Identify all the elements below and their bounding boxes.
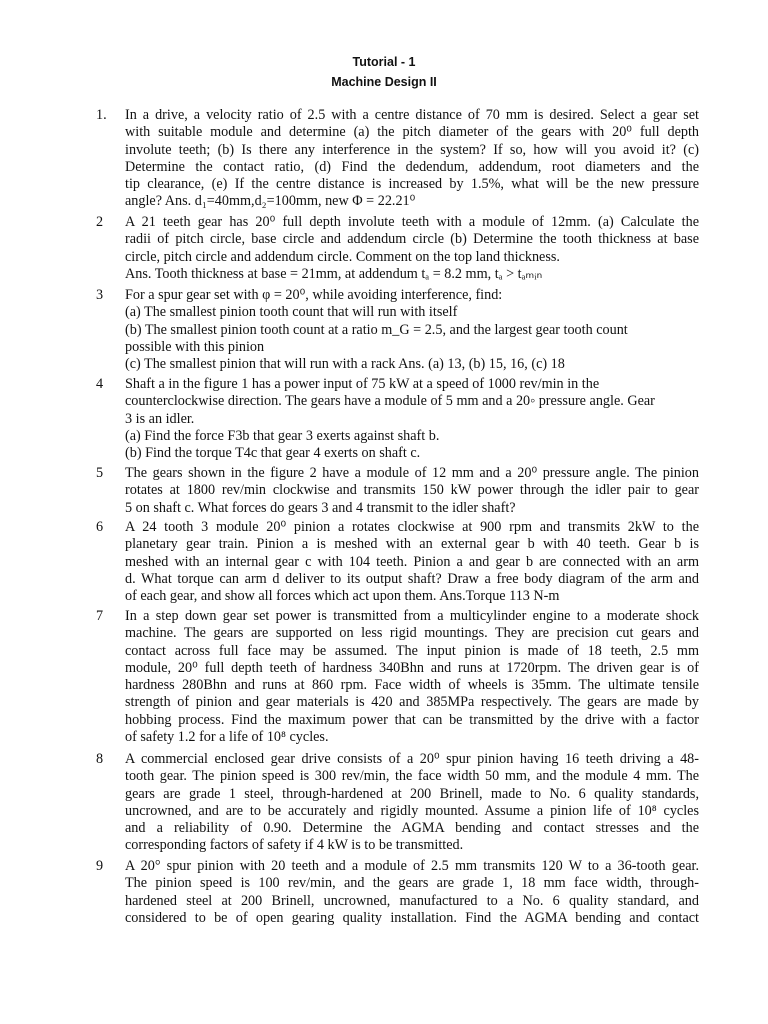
question-line: A 21 teeth gear has 20⁰ full depth involute teeth with a module of 12mm. (a) Calculate the (125, 214, 699, 230)
question-text (125, 608, 699, 746)
question-line: considered to be of open gearing quality installation. Find the AGMA bending and contact (125, 909, 699, 926)
question-line: gears are grade 1 steel, through-hardened at 200 Brinell, made to No. 6 quality standards, (125, 785, 699, 802)
question-number: 1. (96, 107, 107, 123)
question-line: hardened steel at 200 Brinell, uncrowned, manufactured to a No. 6 quality standard, and (125, 892, 699, 909)
question-line: hobbing process. Find the maximum power that can be transmitted by the drive with a factor (125, 711, 699, 728)
question-number: 7 (96, 608, 104, 624)
question-text (125, 376, 699, 462)
question-number: 5 (96, 465, 104, 481)
question-line: (b) Find the torque T4c that gear 4 exerts on shaft c. (125, 445, 421, 462)
question-line: A 24 tooth 3 module 20⁰ pinion a rotates clockwise at 900 rpm and transmits 2kW to the (125, 519, 699, 535)
question-line: Ans. Tooth thickness at base = 21mm, at addendum tₐ = 8.2 mm, tₐ > tₐₘᵢₙ (125, 265, 543, 282)
question-line: In a drive, a velocity ratio of 2.5 with a centre distance of 70 mm is desired. Select a gear set (125, 107, 699, 123)
question-number: 8 (96, 751, 104, 767)
question-line: In a step down gear set power is transmitted from a multicylinder engine to a moderate shock (125, 608, 699, 624)
question-line: tip clearance, (e) If the centre distance is increased by 1.5%, what will be the new pressure (125, 176, 699, 193)
question-text (125, 751, 699, 855)
question-line: of each gear, and show all forces which act upon them. Ans.Torque 113 N-m (125, 588, 560, 605)
question-text (125, 519, 699, 605)
question-text (125, 858, 699, 927)
question-line: (a) The smallest pinion tooth count that will run with itself (125, 304, 458, 321)
question-line: involute teeth; (b) Is there any interference in the system? If so, how will you avoid it? (c) (125, 141, 699, 158)
question-line: counterclockwise direction. The gears have a module of 5 mm and a 20◦ pressure angle. Gear (125, 393, 655, 410)
question-line: hardness 280Bhn and runs at 860 rpm. Face width of wheels is 35mm. The ultimate tensile (125, 677, 699, 694)
question-line: 5 on shaft c. What forces do gears 3 and 4 transmit to the idler shaft? (125, 499, 516, 516)
question-number: 2 (96, 214, 104, 230)
question-line: (c) The smallest pinion that will run with a rack Ans. (a) 13, (b) 15, 16, (c) 18 (125, 356, 565, 373)
question-line: of safety 1.2 for a life of 10⁸ cycles. (125, 729, 329, 746)
question-line: radii of pitch circle, base circle and addendum circle (b) Determine the tooth thickness at base (125, 231, 699, 248)
question-line: A 20° spur pinion with 20 teeth and a module of 2.5 mm transmits 120 W to a 36-tooth gear. (125, 858, 699, 874)
question-line: module, 20⁰ full depth teeth of hardness 340Bhn and runs at 1720rpm. The driven gear is of (125, 659, 699, 676)
question-text (125, 287, 699, 373)
question-line: The gears shown in the figure 2 have a module of 12 mm and a 20⁰ pressure angle. The pinion (125, 465, 699, 481)
question-line: and a reliability of 0.90. Determine the AGMA bending and contact stresses and the (125, 820, 699, 837)
question-line: The pinion speed is 100 rev/min, and the gears are grade 1, 18 mm face width, through- (125, 875, 699, 892)
question-line: angle? Ans. d₁=40mm,d₂=100mm, new Φ = 22.21⁰ (125, 193, 416, 210)
question-number: 6 (96, 519, 104, 535)
question-line: machine. The gears are supported on less rigid mountings. They are precision cut gears and (125, 625, 699, 642)
page-subtitle: Machine Design II (331, 75, 437, 89)
question-line: planetary gear train. Pinion a is meshed with an external gear b with 40 teeth. Gear b is (125, 536, 699, 553)
question-number: 4 (96, 376, 104, 392)
question-line: circle, pitch circle and addendum circle. Comment on the top land thickness. (125, 248, 560, 265)
question-line: strength of pinion and gear materials is 420 and 385MPa respectively. The gears are made by (125, 694, 699, 711)
question-line: meshed with an internal gear c with 104 teeth. Pinion a and gear b are connected with an arm (125, 553, 699, 570)
question-line: (a) Find the force F3b that gear 3 exerts against shaft b. (125, 427, 440, 444)
question-number: 3 (96, 287, 104, 303)
page-title: Tutorial - 1 (352, 55, 416, 69)
question-line: tooth gear. The pinion speed is 300 rev/min, the face width 50 mm, and the module 4 mm. The (125, 768, 699, 785)
title-block (0, 52, 768, 92)
question-line: corresponding factors of safety if 4 kW is to be transmitted. (125, 837, 464, 854)
question-line: rotates at 1800 rev/min clockwise and transmits 150 kW power through the idler pair to gear (125, 482, 699, 499)
question-line: with suitable module and determine (a) the pitch diameter of the gears with 20⁰ full depth (125, 124, 699, 141)
question-line: possible with this pinion (125, 338, 265, 355)
question-line: d. What torque can arm d deliver to its output shaft? Draw a free body diagram of the arm and (125, 570, 699, 587)
question-number: 9 (96, 858, 104, 874)
question-line: Determine the contact ratio, (d) Find the dedendum, addendum, root diameters and the (125, 158, 699, 175)
question-line: A commercial enclosed gear drive consists of a 20⁰ spur pinion having 16 teeth driving a 48- (125, 751, 699, 767)
question-line: contact across full face may be assumed. The input pinion is made of 18 teeth, 2.5 mm (125, 642, 699, 659)
question-text (125, 465, 699, 517)
question-line: (b) The smallest pinion tooth count at a ratio m_G = 2.5, and the largest gear tooth count (125, 321, 628, 338)
question-line: uncrowned, and are to be accurately and rigidly mounted. Assume a pinion life of 10⁸ cycles (125, 802, 699, 819)
question-text (125, 107, 699, 211)
question-line: For a spur gear set with φ = 20⁰, while avoiding interference, find: (125, 287, 503, 303)
question-line: 3 is an idler. (125, 410, 195, 427)
question-text (125, 214, 699, 283)
question-line: Shaft a in the figure 1 has a power input of 75 kW at a speed of 1000 rev/min in the (125, 376, 600, 392)
